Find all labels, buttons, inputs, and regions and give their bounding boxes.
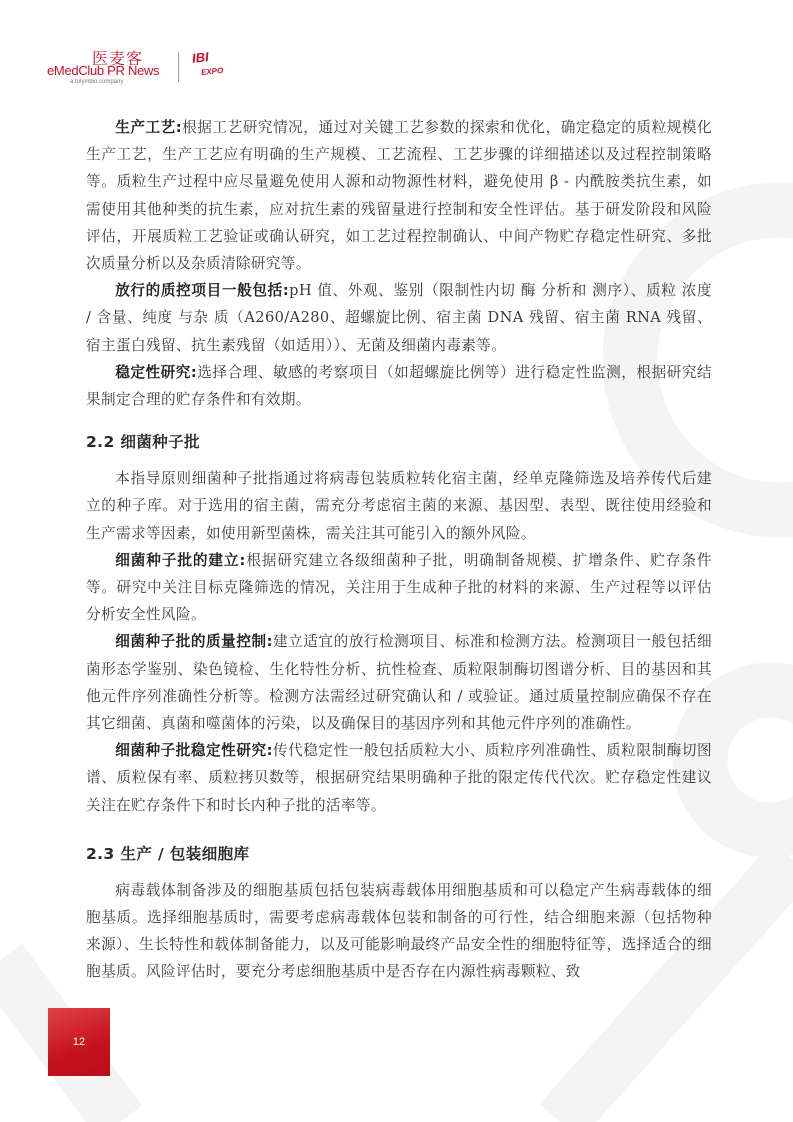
emedclub-logo-cn: 医麦客 [92, 49, 144, 68]
document-body [86, 114, 712, 986]
paragraph-seed-bank-qc [86, 628, 712, 737]
section-heading-2-2: 2.2 细菌种子批 [86, 433, 200, 452]
text-stability-study: 选择合理、敏感的考察项目（如超螺旋比例等）进行稳定性监测，根据研究结果制定合理的贮存条件和有效期。 [86, 363, 712, 409]
page-number-badge [48, 1008, 110, 1076]
label-release-qc: 放行的质控项目一般包括: [115, 282, 290, 300]
text-seed-bank-qc: 建立适宜的放行检测项目、标准和检测方法。检测项目一般包括细菌形态学鉴别、染色镜检、生化特性分析、抗性检查、质粒限制酶切图谱分析、目的基因和其他元件序列准确性分析等。检测方法需经过研究确认和 / 或验证。通过质量控制应确保不存在其它细菌、真菌和噬菌体的污染，以及确保目的基因序列和其他元件序列的准确性。 [86, 633, 712, 733]
label-seed-bank-stability: 细菌种子批稳定性研究: [115, 742, 273, 760]
paragraph-release-qc [86, 277, 712, 359]
paragraph-seed-bank-intro: 本指导原则细菌种子批指通过将病毒包装质粒转化宿主菌，经单克隆筛选及培养传代后建立的种子库。对于选用的宿主菌，需充分考虑宿主菌的来源、基因型、表型、既往使用经验和生产需求等因素，如使用新型菌株，需关注其可能引入的额外风险。 [86, 470, 712, 542]
label-seed-bank-qc: 细菌种子批的质量控制: [115, 633, 273, 651]
section-heading-2-3: 2.3 生产 / 包装细胞库 [86, 844, 250, 863]
logo-divider [178, 52, 179, 82]
label-production-process: 生产工艺: [115, 119, 182, 136]
emedclub-logo-en: eMedClub PR News [47, 63, 160, 78]
text-seed-bank-stability: 传代稳定性一般包括质粒大小、质粒序列准确性、质粒限制酶切图谱、质粒保有率、质粒拷贝数等，根据研究结果明确种子批的限定传代代次。贮存稳定性建议关注在贮存条件下和时长内种子批的活率等。 [86, 742, 712, 814]
ibi-logo: IBI [191, 49, 210, 66]
label-seed-bank-establish: 细菌种子批的建立: [115, 551, 246, 569]
paragraph-production-process [86, 114, 712, 277]
paragraph-seed-bank-stability [86, 737, 712, 819]
text-production-process: 根据工艺研究情况，通过对关键工艺参数的探索和优化，确定稳定的质粒规模化生产工艺，生产工艺应有明确的生产规模、工艺流程、工艺步骤的详细描述以及过程控制策略等。质粒生产过程中应尽量避免使用人源和动物源性材料，避免使用 β - 内酰胺类抗生素，如需使用其他种类的抗生素，应对抗生素的残留量进行控制和安全性评估。基于研发阶段和风险评估，开展质粒工艺验证或确认研究，如工艺过程控制确认、中间产物贮存稳定性研究、多批次质量分析以及杂质清除研究等。 [86, 119, 712, 273]
label-stability-study: 稳定性研究: [115, 363, 198, 381]
text-seed-bank-establish: 根据研究建立各级细菌种子批，明确制备规模、扩增条件、贮存条件等。研究中关注目标克隆筛选的情况，关注用于生成种子批的材料的来源、生产过程等以评估分析安全性风险。 [86, 551, 712, 624]
text-release-qc: pH 值、外观、鉴别（限制性内切 酶 分析和 测序）、质粒 浓度 / 含量、纯度 与杂 质（A260/A280、超螺旋比例、宿主菌 DNA 残留、宿主菌 RNA 残留、宿主蛋白残留、抗生素残留（如适用））、无菌及细菌内毒素等。 [86, 282, 713, 354]
paragraph-cell-bank-intro: 病毒载体制备涉及的细胞基质包括包装病毒载体用细胞基质和可以稳定产生病毒载体的细胞基质。选择细胞基质时，需要考虑病毒载体包装和制备的可行性，结合细胞来源（包括物种来源）、生长特性和载体制备能力，以及可能影响最终产品安全性的细胞特征等，选择适合的细胞基质。风险评估时，要充分考虑细胞基质中是否存在内源性病毒颗粒、致 [86, 881, 712, 981]
page-number: 12 [72, 1036, 86, 1048]
emedclub-logo-tagline: a tulymbio company [70, 79, 124, 85]
ibi-expo-logo: EXPO [200, 65, 224, 78]
paragraph-stability-study [86, 359, 712, 413]
paragraph-seed-bank-establish [86, 547, 712, 629]
